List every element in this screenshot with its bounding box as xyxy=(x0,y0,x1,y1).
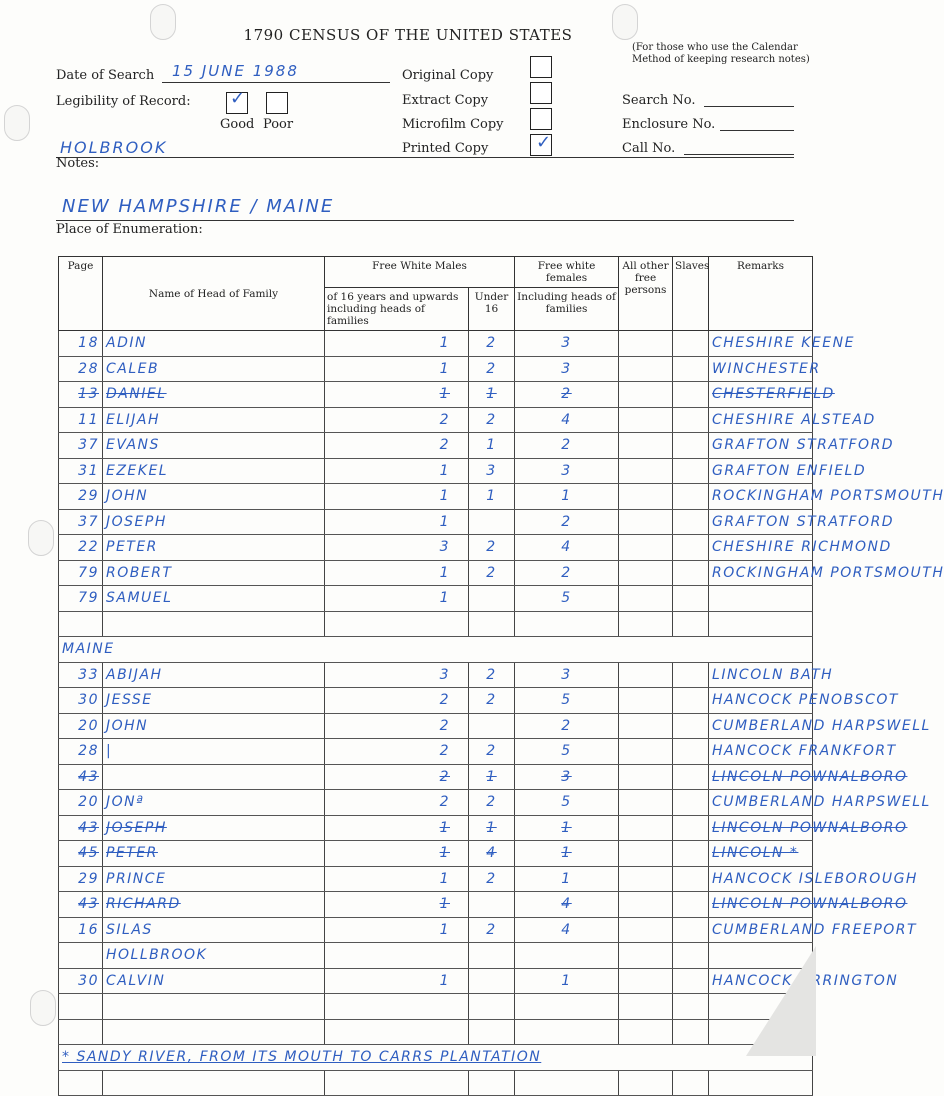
under-16-cell[interactable]: 1 xyxy=(469,815,515,841)
remarks-cell[interactable] xyxy=(709,611,813,637)
page-cell[interactable]: 43 xyxy=(59,815,103,841)
table-row xyxy=(59,841,813,867)
page-cell[interactable]: 37 xyxy=(59,433,103,459)
males-16-cell[interactable]: 2 xyxy=(325,739,469,765)
slaves-cell[interactable] xyxy=(673,764,709,790)
females-cell[interactable] xyxy=(515,1019,619,1045)
under-16-cell[interactable] xyxy=(469,943,515,969)
table-row xyxy=(59,1045,813,1071)
other-free-cell[interactable] xyxy=(619,943,673,969)
remarks-cell[interactable]: CHESHIRE RICHMOND xyxy=(709,535,813,561)
name-cell[interactable] xyxy=(103,1019,325,1045)
under-16-cell[interactable] xyxy=(469,611,515,637)
name-cell[interactable]: DANIEL xyxy=(103,382,325,408)
slaves-cell[interactable] xyxy=(673,662,709,688)
footnote: * SANDY RIVER, FROM ITS MOUTH TO CARRS PLANTATION xyxy=(59,1045,813,1071)
males-16-cell[interactable]: 1 xyxy=(325,509,469,535)
name-cell[interactable]: HOLLBROOK xyxy=(103,943,325,969)
males-16-cell[interactable]: 1 xyxy=(325,917,469,943)
males-16-cell[interactable]: 1 xyxy=(325,382,469,408)
other-free-cell[interactable] xyxy=(619,713,673,739)
name-cell[interactable]: PETER xyxy=(103,841,325,867)
males-16-cell[interactable]: 3 xyxy=(325,662,469,688)
page-cell[interactable]: 79 xyxy=(59,586,103,612)
other-free-cell[interactable] xyxy=(619,994,673,1020)
under-16-cell[interactable]: 2 xyxy=(469,535,515,561)
other-free-cell[interactable] xyxy=(619,560,673,586)
other-free-cell[interactable] xyxy=(619,484,673,510)
under-16-cell[interactable]: 2 xyxy=(469,560,515,586)
other-free-cell[interactable] xyxy=(619,509,673,535)
males-16-cell[interactable] xyxy=(325,943,469,969)
page-cell[interactable]: 37 xyxy=(59,509,103,535)
females-cell[interactable]: 2 xyxy=(515,382,619,408)
header-slaves: Slaves xyxy=(673,257,709,331)
enclosure-no-label: Enclosure No. xyxy=(622,117,716,132)
females-cell[interactable]: 5 xyxy=(515,586,619,612)
females-cell[interactable] xyxy=(515,1070,619,1096)
under-16-cell[interactable]: 2 xyxy=(469,356,515,382)
other-free-cell[interactable] xyxy=(619,1019,673,1045)
males-16-cell[interactable]: 1 xyxy=(325,866,469,892)
under-16-cell[interactable] xyxy=(469,968,515,994)
females-cell[interactable]: 5 xyxy=(515,739,619,765)
table-row xyxy=(59,968,813,994)
table-row xyxy=(59,458,813,484)
page-cell[interactable]: 43 xyxy=(59,764,103,790)
other-free-cell[interactable] xyxy=(619,407,673,433)
date-of-search-value[interactable]: 15 JUNE 1988 xyxy=(172,62,299,80)
males-16-cell[interactable]: 3 xyxy=(325,535,469,561)
females-cell[interactable]: 3 xyxy=(515,764,619,790)
slaves-cell[interactable] xyxy=(673,1070,709,1096)
microfilm-copy-checkbox[interactable] xyxy=(530,108,552,130)
search-no-label: Search No. xyxy=(622,93,696,108)
name-cell[interactable]: | xyxy=(103,739,325,765)
males-16-cell[interactable]: 1 xyxy=(325,331,469,357)
notes-label: Notes: xyxy=(56,156,100,171)
table-row xyxy=(59,637,813,663)
page-curl xyxy=(746,946,816,1056)
slaves-cell[interactable] xyxy=(673,586,709,612)
slaves-cell[interactable] xyxy=(673,790,709,816)
males-16-cell[interactable]: 1 xyxy=(325,458,469,484)
males-16-cell[interactable]: 2 xyxy=(325,790,469,816)
name-cell[interactable]: EZEKEL xyxy=(103,458,325,484)
slaves-cell[interactable] xyxy=(673,356,709,382)
call-no-label: Call No. xyxy=(622,141,676,156)
header-females-sub: Including heads of families xyxy=(515,288,619,331)
name-cell[interactable]: CALVIN xyxy=(103,968,325,994)
page-cell[interactable]: 45 xyxy=(59,841,103,867)
females-cell[interactable]: 4 xyxy=(515,535,619,561)
other-free-cell[interactable] xyxy=(619,968,673,994)
under-16-cell[interactable]: 2 xyxy=(469,866,515,892)
header-males-16-up: of 16 years and upwards including heads of families xyxy=(325,288,469,331)
page-cell[interactable]: 13 xyxy=(59,382,103,408)
name-cell[interactable]: JONª xyxy=(103,790,325,816)
page-cell[interactable]: 11 xyxy=(59,407,103,433)
under-16-cell[interactable]: 2 xyxy=(469,790,515,816)
table-row xyxy=(59,917,813,943)
name-cell[interactable]: SAMUEL xyxy=(103,586,325,612)
under-16-cell[interactable] xyxy=(469,1070,515,1096)
table-row xyxy=(59,382,813,408)
name-cell[interactable]: JESSE xyxy=(103,688,325,714)
name-cell[interactable]: ADIN xyxy=(103,331,325,357)
slaves-cell[interactable] xyxy=(673,331,709,357)
males-16-cell[interactable]: 1 xyxy=(325,356,469,382)
microfilm-copy-label: Microfilm Copy xyxy=(402,117,504,132)
other-free-cell[interactable] xyxy=(619,331,673,357)
page-cell[interactable] xyxy=(59,943,103,969)
table-row xyxy=(59,892,813,918)
remarks-cell[interactable]: CHESTERFIELD xyxy=(709,382,813,408)
page-cell[interactable]: 18 xyxy=(59,331,103,357)
poor-checkbox[interactable] xyxy=(266,92,288,114)
under-16-cell[interactable]: 3 xyxy=(469,458,515,484)
males-16-cell[interactable]: 2 xyxy=(325,713,469,739)
header-other-free: All other free persons xyxy=(619,257,673,331)
extract-copy-label: Extract Copy xyxy=(402,93,489,108)
page-cell[interactable]: 29 xyxy=(59,484,103,510)
table-row xyxy=(59,790,813,816)
place-label: Place of Enumeration: xyxy=(56,222,203,237)
under-16-cell[interactable]: 2 xyxy=(469,917,515,943)
table-row xyxy=(59,739,813,765)
under-16-cell[interactable]: 2 xyxy=(469,739,515,765)
males-16-cell[interactable]: 1 xyxy=(325,586,469,612)
page-cell[interactable]: 29 xyxy=(59,866,103,892)
remarks-cell[interactable]: CUMBERLAND FREEPORT xyxy=(709,917,813,943)
poor-label: Poor xyxy=(263,117,294,132)
under-16-cell[interactable]: 1 xyxy=(469,484,515,510)
slaves-cell[interactable] xyxy=(673,535,709,561)
other-free-cell[interactable] xyxy=(619,892,673,918)
original-copy-label: Original Copy xyxy=(402,68,494,83)
remarks-cell[interactable]: WINCHESTER xyxy=(709,356,813,382)
under-16-cell[interactable]: 2 xyxy=(469,331,515,357)
table-row xyxy=(59,433,813,459)
extract-copy-checkbox[interactable] xyxy=(530,82,552,104)
remarks-cell[interactable]: LINCOLN POWNALBORO xyxy=(709,815,813,841)
females-cell[interactable]: 1 xyxy=(515,968,619,994)
males-16-cell[interactable]: 1 xyxy=(325,892,469,918)
females-cell[interactable]: 3 xyxy=(515,458,619,484)
name-cell[interactable]: PETER xyxy=(103,535,325,561)
remarks-cell[interactable]: CUMBERLAND HARPSWELL xyxy=(709,713,813,739)
name-cell[interactable] xyxy=(103,1070,325,1096)
females-cell[interactable] xyxy=(515,611,619,637)
slaves-cell[interactable] xyxy=(673,815,709,841)
other-free-cell[interactable] xyxy=(619,1070,673,1096)
surname-value[interactable]: HOLBROOK xyxy=(60,138,168,157)
table-row xyxy=(59,586,813,612)
females-cell[interactable]: 3 xyxy=(515,356,619,382)
name-cell[interactable]: ELIJAH xyxy=(103,407,325,433)
females-cell[interactable]: 2 xyxy=(515,433,619,459)
page-cell[interactable]: 43 xyxy=(59,892,103,918)
other-free-cell[interactable] xyxy=(619,535,673,561)
slaves-cell[interactable] xyxy=(673,968,709,994)
page-cell[interactable] xyxy=(59,994,103,1020)
slaves-cell[interactable] xyxy=(673,917,709,943)
females-cell[interactable]: 4 xyxy=(515,917,619,943)
page-cell[interactable]: 22 xyxy=(59,535,103,561)
header-name: Name of Head of Family xyxy=(103,257,325,331)
other-free-cell[interactable] xyxy=(619,688,673,714)
under-16-cell[interactable] xyxy=(469,509,515,535)
name-cell[interactable]: JOHN xyxy=(103,484,325,510)
name-cell[interactable]: CALEB xyxy=(103,356,325,382)
males-16-cell[interactable]: 2 xyxy=(325,688,469,714)
females-cell[interactable]: 5 xyxy=(515,790,619,816)
other-free-cell[interactable] xyxy=(619,382,673,408)
punch-hole xyxy=(4,105,30,141)
males-16-cell[interactable]: 2 xyxy=(325,764,469,790)
name-cell[interactable]: RICHARD xyxy=(103,892,325,918)
under-16-cell[interactable]: 2 xyxy=(469,407,515,433)
table-row xyxy=(59,815,813,841)
females-cell[interactable]: 2 xyxy=(515,713,619,739)
name-cell[interactable]: ABIJAH xyxy=(103,662,325,688)
slaves-cell[interactable] xyxy=(673,943,709,969)
males-16-cell[interactable] xyxy=(325,1019,469,1045)
name-cell[interactable] xyxy=(103,611,325,637)
table-row xyxy=(59,943,813,969)
under-16-cell[interactable]: 1 xyxy=(469,433,515,459)
page-cell[interactable]: 28 xyxy=(59,356,103,382)
other-free-cell[interactable] xyxy=(619,917,673,943)
remarks-cell[interactable]: CUMBERLAND HARPSWELL xyxy=(709,790,813,816)
other-free-cell[interactable] xyxy=(619,611,673,637)
under-16-cell[interactable]: 2 xyxy=(469,662,515,688)
under-16-cell[interactable]: 2 xyxy=(469,688,515,714)
females-cell[interactable] xyxy=(515,943,619,969)
original-copy-checkbox[interactable] xyxy=(530,56,552,78)
section-heading: MAINE xyxy=(59,637,813,663)
slaves-cell[interactable] xyxy=(673,458,709,484)
males-16-cell[interactable]: 2 xyxy=(325,407,469,433)
calendar-note: (For those who use the Calendar Method of keeping research notes) xyxy=(632,42,810,65)
females-cell[interactable]: 4 xyxy=(515,407,619,433)
other-free-cell[interactable] xyxy=(619,739,673,765)
page-cell[interactable]: 20 xyxy=(59,790,103,816)
form-title: 1790 CENSUS OF THE UNITED STATES xyxy=(243,26,573,44)
remarks-cell[interactable]: LINCOLN BATH xyxy=(709,662,813,688)
header-free-white-males: Free White Males xyxy=(325,257,515,288)
page-cell[interactable]: 31 xyxy=(59,458,103,484)
slaves-cell[interactable] xyxy=(673,433,709,459)
date-of-search-label: Date of Search xyxy=(56,68,155,83)
males-16-cell[interactable]: 1 xyxy=(325,815,469,841)
under-16-cell[interactable] xyxy=(469,713,515,739)
name-cell[interactable]: JOSEPH xyxy=(103,509,325,535)
header-page: Page xyxy=(59,257,103,331)
remarks-cell[interactable]: HANCOCK ORRINGTON xyxy=(709,968,813,994)
remarks-cell[interactable]: HANCOCK ISLEBOROUGH xyxy=(709,866,813,892)
under-16-cell[interactable]: 4 xyxy=(469,841,515,867)
females-cell[interactable]: 1 xyxy=(515,866,619,892)
page-cell[interactable]: 30 xyxy=(59,968,103,994)
females-cell[interactable]: 1 xyxy=(515,815,619,841)
header-under-16: Under 16 xyxy=(469,288,515,331)
table-row xyxy=(59,662,813,688)
males-16-cell[interactable]: 1 xyxy=(325,841,469,867)
checkmark-icon: ✓ xyxy=(536,132,552,153)
slaves-cell[interactable] xyxy=(673,866,709,892)
slaves-cell[interactable] xyxy=(673,713,709,739)
other-free-cell[interactable] xyxy=(619,433,673,459)
slaves-cell[interactable] xyxy=(673,509,709,535)
remarks-cell[interactable]: HANCOCK PENOBSCOT xyxy=(709,688,813,714)
table-row xyxy=(59,1070,813,1096)
table-row xyxy=(59,560,813,586)
males-16-cell[interactable]: 1 xyxy=(325,560,469,586)
table-row xyxy=(59,611,813,637)
other-free-cell[interactable] xyxy=(619,815,673,841)
table-row xyxy=(59,407,813,433)
table-row xyxy=(59,484,813,510)
checkmark-icon: ✓ xyxy=(230,88,246,109)
under-16-cell[interactable] xyxy=(469,994,515,1020)
page-cell[interactable]: 79 xyxy=(59,560,103,586)
table-row xyxy=(59,764,813,790)
females-cell[interactable]: 5 xyxy=(515,688,619,714)
remarks-cell[interactable] xyxy=(709,586,813,612)
punch-hole xyxy=(28,520,54,556)
name-cell[interactable] xyxy=(103,764,325,790)
remarks-cell[interactable]: CHESHIRE KEENE xyxy=(709,331,813,357)
remarks-cell[interactable]: GRAFTON STRATFORD xyxy=(709,509,813,535)
header-remarks: Remarks xyxy=(709,257,813,331)
table-row xyxy=(59,331,813,357)
name-cell[interactable]: JOHN xyxy=(103,713,325,739)
under-16-cell[interactable]: 1 xyxy=(469,382,515,408)
other-free-cell[interactable] xyxy=(619,356,673,382)
slaves-cell[interactable] xyxy=(673,484,709,510)
table-row xyxy=(59,1019,813,1045)
other-free-cell[interactable] xyxy=(619,764,673,790)
females-cell[interactable]: 3 xyxy=(515,331,619,357)
remarks-cell[interactable]: ROCKINGHAM PORTSMOUTH xyxy=(709,484,813,510)
place-value[interactable]: NEW HAMPSHIRE / MAINE xyxy=(62,196,335,217)
name-cell[interactable]: EVANS xyxy=(103,433,325,459)
females-cell[interactable] xyxy=(515,994,619,1020)
other-free-cell[interactable] xyxy=(619,841,673,867)
slaves-cell[interactable] xyxy=(673,688,709,714)
under-16-cell[interactable] xyxy=(469,892,515,918)
males-16-cell[interactable] xyxy=(325,1070,469,1096)
other-free-cell[interactable] xyxy=(619,458,673,484)
page-cell[interactable]: 28 xyxy=(59,739,103,765)
name-cell[interactable]: JOSEPH xyxy=(103,815,325,841)
page-cell[interactable] xyxy=(59,611,103,637)
remarks-cell[interactable]: ROCKINGHAM PORTSMOUTH xyxy=(709,560,813,586)
census-table xyxy=(58,256,944,1096)
remarks-cell[interactable]: LINCOLN POWNALBORO xyxy=(709,892,813,918)
other-free-cell[interactable] xyxy=(619,662,673,688)
slaves-cell[interactable] xyxy=(673,994,709,1020)
other-free-cell[interactable] xyxy=(619,586,673,612)
table-row xyxy=(59,356,813,382)
females-cell[interactable]: 2 xyxy=(515,509,619,535)
females-cell[interactable]: 4 xyxy=(515,892,619,918)
header-free-white-females: Free white females xyxy=(515,257,619,288)
page-cell[interactable]: 33 xyxy=(59,662,103,688)
printed-copy-label: Printed Copy xyxy=(402,141,489,156)
table-row xyxy=(59,535,813,561)
males-16-cell[interactable]: 2 xyxy=(325,433,469,459)
under-16-cell[interactable] xyxy=(469,586,515,612)
slaves-cell[interactable] xyxy=(673,407,709,433)
page-cell[interactable]: 16 xyxy=(59,917,103,943)
table-row xyxy=(59,713,813,739)
slaves-cell[interactable] xyxy=(673,1019,709,1045)
page-cell[interactable] xyxy=(59,1070,103,1096)
females-cell[interactable]: 2 xyxy=(515,560,619,586)
good-label: Good xyxy=(220,117,255,132)
name-cell[interactable]: PRINCE xyxy=(103,866,325,892)
table-row xyxy=(59,994,813,1020)
page-cell[interactable] xyxy=(59,1019,103,1045)
remarks-cell[interactable]: CHESHIRE ALSTEAD xyxy=(709,407,813,433)
slaves-cell[interactable] xyxy=(673,611,709,637)
name-cell[interactable]: SILAS xyxy=(103,917,325,943)
name-cell[interactable] xyxy=(103,994,325,1020)
females-cell[interactable]: 3 xyxy=(515,662,619,688)
males-16-cell[interactable]: 1 xyxy=(325,968,469,994)
males-16-cell[interactable] xyxy=(325,611,469,637)
males-16-cell[interactable]: 1 xyxy=(325,484,469,510)
page-cell[interactable]: 20 xyxy=(59,713,103,739)
males-16-cell[interactable] xyxy=(325,994,469,1020)
punch-hole xyxy=(30,990,56,1026)
table-row xyxy=(59,866,813,892)
remarks-cell[interactable]: HANCOCK FRANKFORT xyxy=(709,739,813,765)
slaves-cell[interactable] xyxy=(673,892,709,918)
legibility-label: Legibility of Record: xyxy=(56,94,191,109)
table-row xyxy=(59,688,813,714)
slaves-cell[interactable] xyxy=(673,560,709,586)
slaves-cell[interactable] xyxy=(673,841,709,867)
other-free-cell[interactable] xyxy=(619,866,673,892)
remarks-cell[interactable] xyxy=(709,1070,813,1096)
under-16-cell[interactable] xyxy=(469,1019,515,1045)
remarks-cell[interactable]: LINCOLN * xyxy=(709,841,813,867)
slaves-cell[interactable] xyxy=(673,739,709,765)
remarks-cell[interactable]: GRAFTON STRATFORD xyxy=(709,433,813,459)
females-cell[interactable]: 1 xyxy=(515,484,619,510)
other-free-cell[interactable] xyxy=(619,790,673,816)
name-cell[interactable]: ROBERT xyxy=(103,560,325,586)
under-16-cell[interactable]: 1 xyxy=(469,764,515,790)
females-cell[interactable]: 1 xyxy=(515,841,619,867)
slaves-cell[interactable] xyxy=(673,382,709,408)
table-row xyxy=(59,509,813,535)
remarks-cell[interactable]: LINCOLN POWNALBORO xyxy=(709,764,813,790)
page-cell[interactable]: 30 xyxy=(59,688,103,714)
remarks-cell[interactable]: GRAFTON ENFIELD xyxy=(709,458,813,484)
